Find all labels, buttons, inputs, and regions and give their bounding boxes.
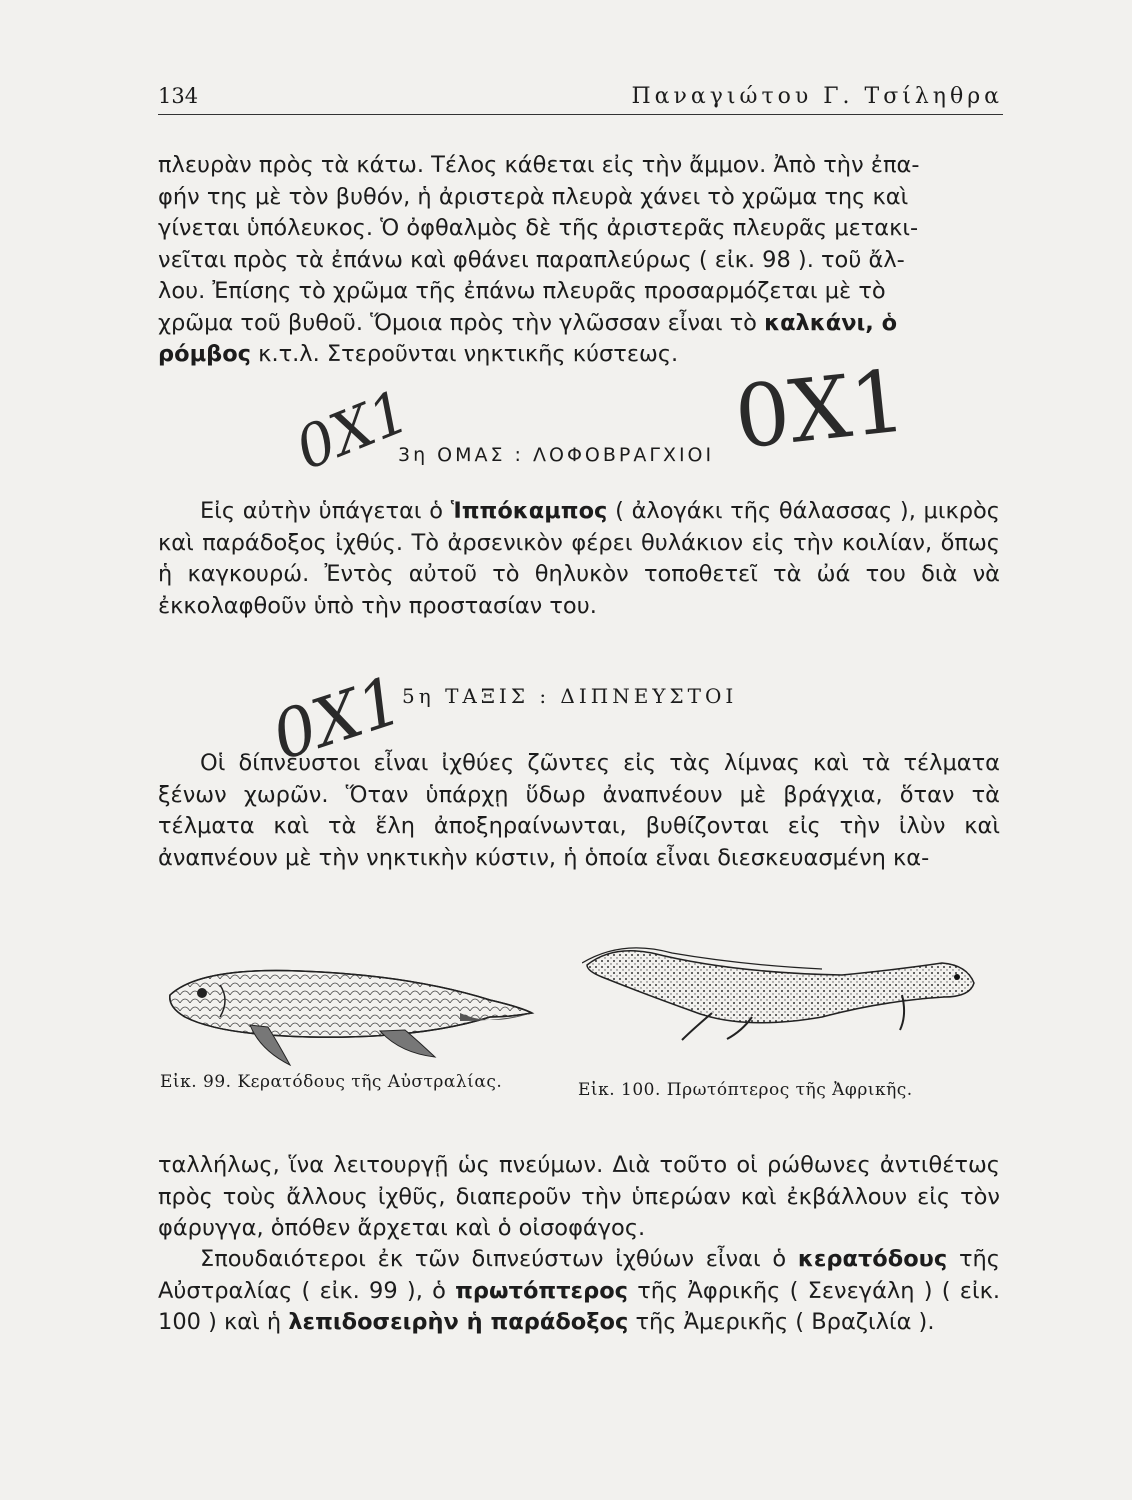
handwritten-mark-1: 0Χ1	[286, 376, 419, 484]
intro-line-6	[158, 308, 1000, 340]
page-number: 134	[158, 84, 199, 108]
bold-term-rombos: ρόμβος	[158, 341, 252, 367]
final-text-3: τῆς Ἀφρικῆς ( Σενεγάλη ) ( εἰκ. 100 ) καὶ ἡ	[158, 1277, 1000, 1335]
lungfish-paragraph: Οἱ δίπνευστοι εἶναι ἰχθύες ζῶντες εἰς τὰς λίμνας καὶ τὰ τέλματα ξένων χωρῶν. Ὅταν ὑπάρχῃ ὕδωρ ἀναπνέουν μὲ βράγχια, ὅταν τὰ τέλματα καὶ τὰ ἕλη ἀποξηραίνωνται, βυθίζονται εἰς τὴν ἰλὺν καὶ ἀναπνέουν μὲ τὴν νηκτικὴν κύστιν, ἡ ὁποία εἶναι διεσκευασμένη κα-	[158, 750, 1000, 871]
figure-99-caption: Εἰκ. 99. Κερατόδους τῆς Αὐστραλίας.	[160, 1072, 503, 1092]
figure-100-protopterus-illustration	[582, 935, 982, 1045]
bold-term-ippokampos: Ἱππόκαμπος	[450, 498, 608, 524]
seahorse-text-start: Εἰς αὐτὴν ὑπάγεται ὁ	[200, 498, 451, 524]
final-text-2: τῆς Αὐστραλίας ( εἰκ. 99 ), ὁ	[158, 1246, 1000, 1304]
intro-line-7-text: κ.τ.λ. Στεροῦνται νηκτικῆς κύστεως.	[251, 341, 679, 367]
intro-line-1: πλευρὰν πρὸς τὰ κάτω. Τέλος κάθεται εἰς τὴν ἄμμον. Ἀπὸ τὴν ἐπα-	[158, 152, 920, 178]
final-text-4: τῆς Ἀμερικῆς ( Βραζιλία ).	[628, 1309, 935, 1335]
final-paragraph	[158, 1244, 1000, 1339]
section-heading-5: 5η ΤΑΞΙΣ : ΔΙΠΝΕΥΣΤΟΙ	[402, 684, 738, 708]
handwritten-mark-3: 0Χ1	[263, 661, 412, 776]
intro-line-6-text: χρῶμα τοῦ βυθοῦ. Ὅμοια πρὸς τὴν γλῶσσαν εἶναι τὸ	[158, 309, 757, 336]
section-heading-3: 3η ΟΜΑΣ : ΛΟΦΟΒΡΑΓΧΙΟΙ	[398, 444, 715, 466]
intro-line-5: λου. Ἐπίσης τὸ χρῶμα τῆς ἐπάνω πλευρᾶς προσαρμόζεται μὲ τὸ	[158, 278, 886, 304]
final-text-1: Σπουδαιότεροι ἐκ τῶν διπνεύστων ἰχθύων εἶναι ὁ	[200, 1246, 798, 1272]
handwritten-mark-2: 0Χ1	[730, 351, 911, 469]
running-head: Παναγιώτου Γ. Τσίληθρα	[631, 84, 1003, 109]
intro-line-4: νεῖται πρὸς τὰ ἐπάνω καὶ φθάνει παραπλεύρως ( εἰκ. 98 ). τοῦ ἄλ-	[158, 246, 905, 273]
intro-line-3: γίνεται ὑπόλευκος. Ὁ ὀφθαλμὸς δὲ τῆς ἀριστερᾶς πλευρᾶς μετακι-	[158, 215, 919, 241]
figure-100-caption: Εἰκ. 100. Πρωτόπτερος τῆς Ἀφρικῆς.	[578, 1080, 913, 1100]
seahorse-text-rest: ( ἀλογάκι τῆς θάλασσας ), μικρὸς καὶ παράδοξος ἰχθύς. Τὸ ἀρσενικὸν φέρει θυλάκιον εἰς τὴν κοιλίαν, ὅπως ἡ καγκουρώ. Ἐντὸς αὐτοῦ τὸ θηλυκὸν τοποθετεῖ τὰ ὠά του διὰ νὰ ἐκκολαφθοῦν ὑπὸ τὴν προστασίαν του.	[158, 498, 1001, 619]
bold-term-kalkani: καλκάνι, ὁ	[764, 309, 898, 336]
intro-paragraph	[158, 150, 1000, 371]
figure-99-ceratodus-illustration	[160, 955, 540, 1070]
continuation-paragraph: ταλλήλως, ἵνα λειτουργῇ ὡς πνεύμων. Διὰ τοῦτο οἱ ρώθωνες ἀντιθέτως πρὸς τοὺς ἄλλους ἰχθῦς, διαπεροῦν τὴν ὑπερώαν καὶ ἐκβάλλουν εἰς τὸν φάρυγγα, ὁπόθεν ἄρχεται καὶ ὁ οἰσοφάγος.	[158, 1152, 1000, 1241]
bold-term-keratodous: κερατόδους	[797, 1246, 948, 1272]
intro-line-2: φήν της μὲ τὸν βυθόν, ἡ ἀριστερὰ πλευρὰ χάνει τὸ χρῶμα της καὶ	[158, 183, 909, 210]
bold-term-lepidosiren: λεπιδοσειρὴν ἡ παράδοξος	[288, 1309, 629, 1335]
seahorse-paragraph	[158, 496, 1000, 622]
running-header	[158, 80, 1003, 115]
bold-term-protopteros: πρωτόπτερος	[455, 1277, 628, 1304]
